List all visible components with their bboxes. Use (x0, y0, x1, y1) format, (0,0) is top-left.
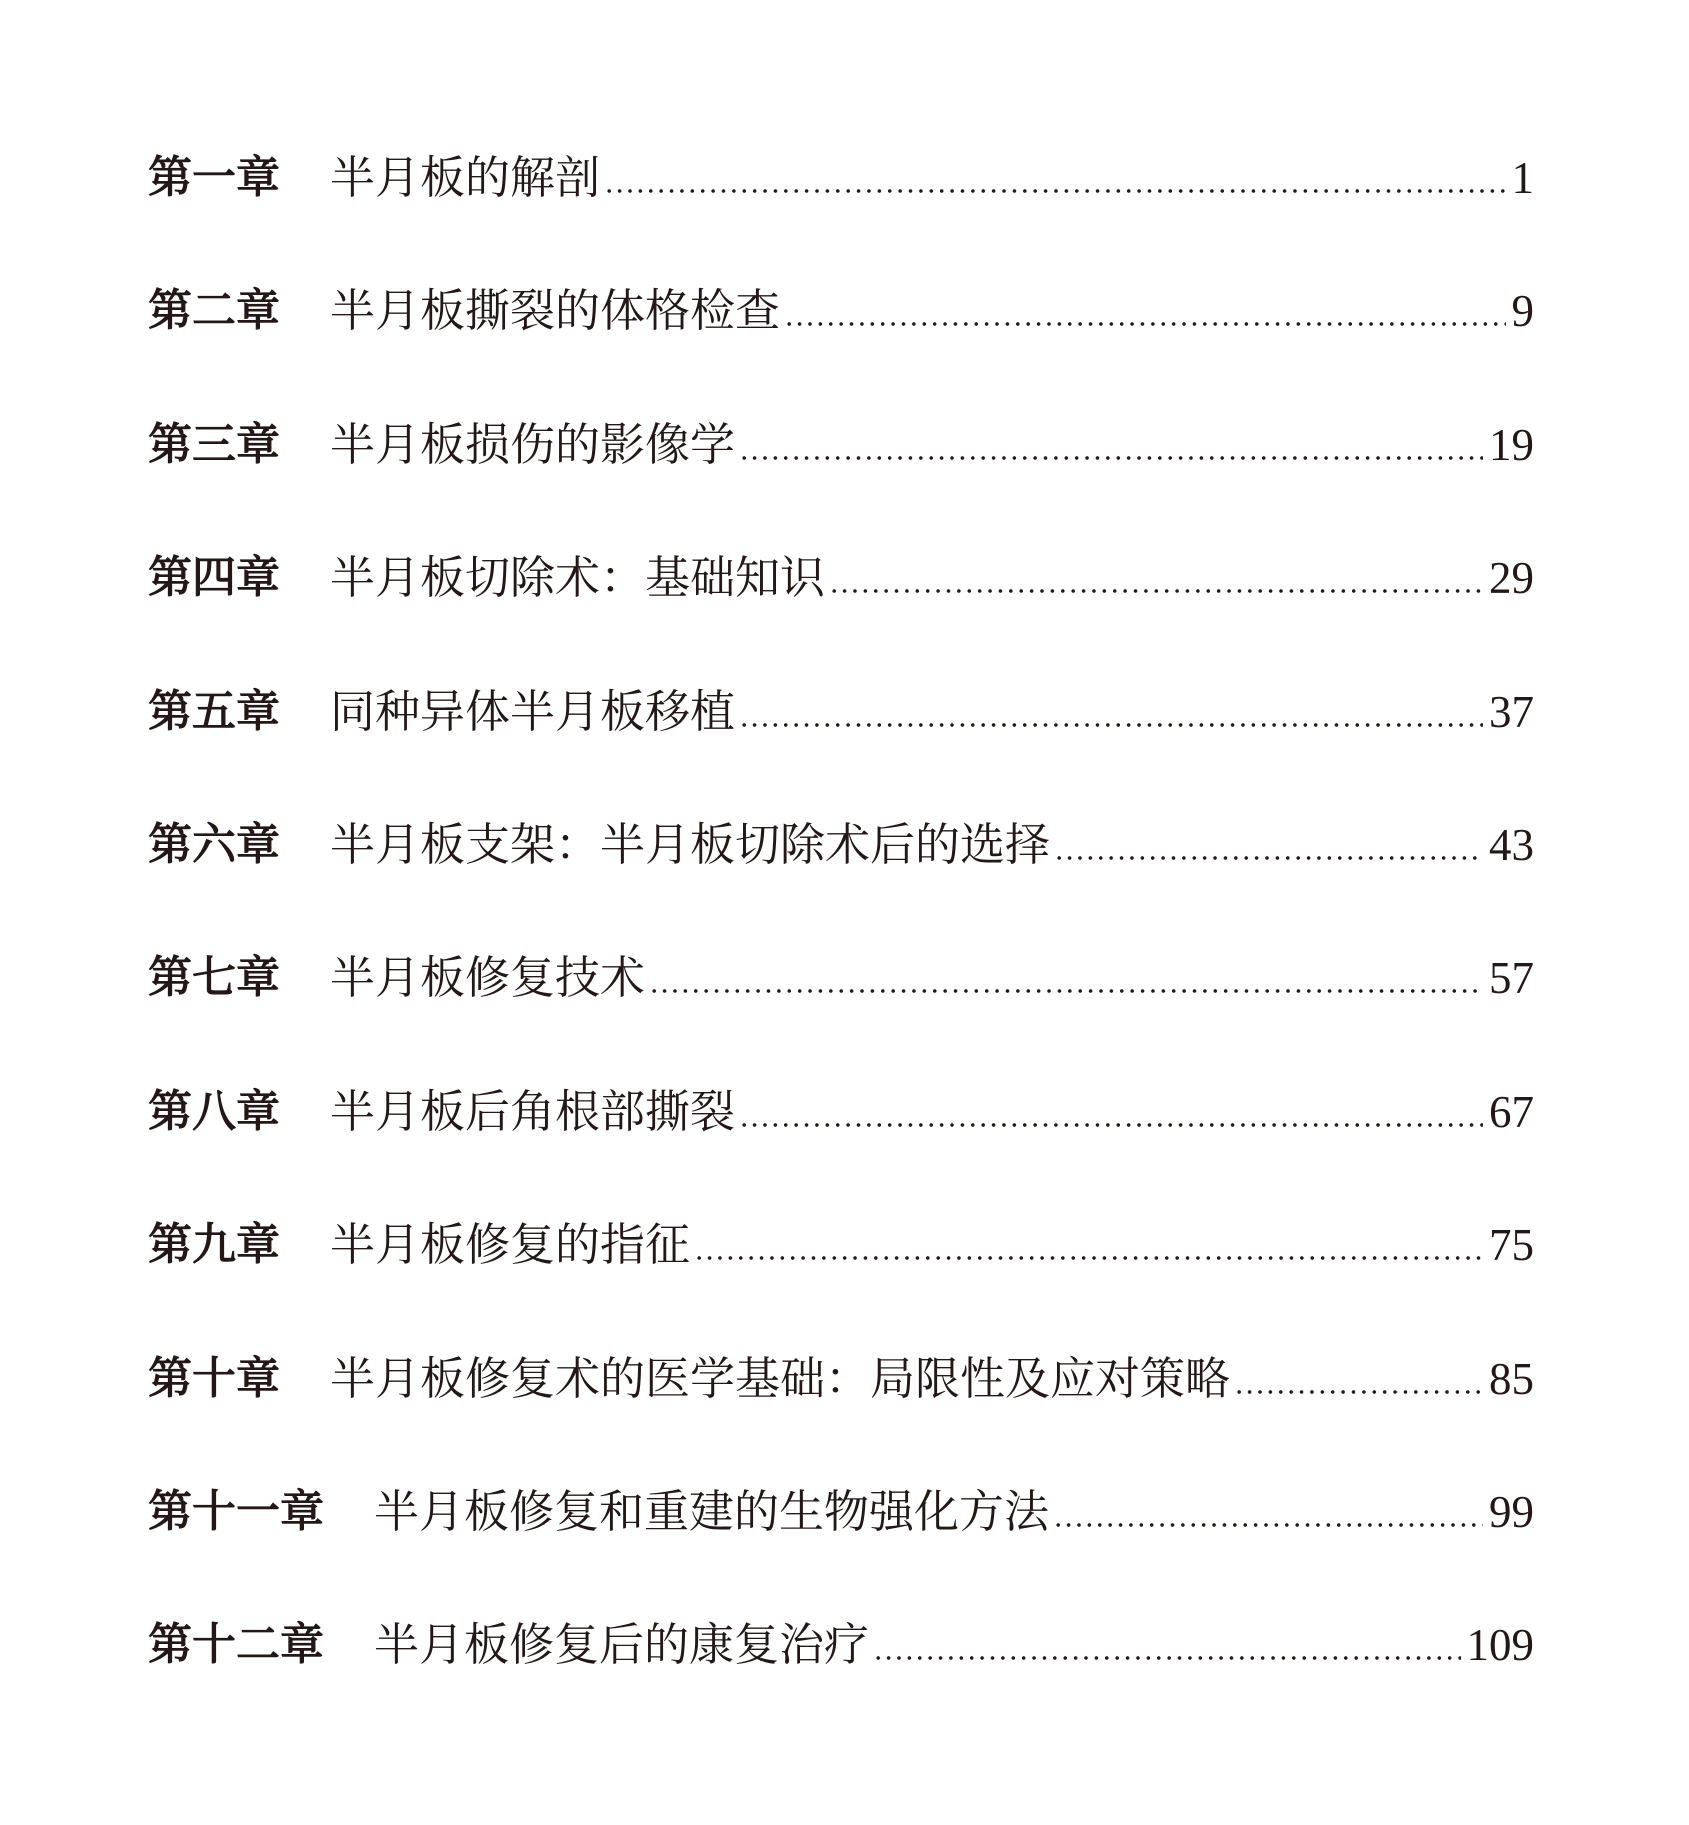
toc-entry-12[interactable] (148, 1615, 1534, 1748)
chapter-title: 半月板的解剖 (330, 151, 601, 204)
dot-leader (825, 548, 1489, 608)
chapter-title: 半月板修复后的康复治疗 (374, 1618, 870, 1672)
chapter-number: 第二章 (148, 285, 280, 337)
chapter-number: 第四章 (148, 552, 280, 604)
page-number: 75 (1489, 1220, 1534, 1271)
page-number: 9 (1511, 286, 1534, 337)
chapter-number: 第九章 (148, 1219, 280, 1271)
chapter-number: 第六章 (148, 818, 280, 870)
page-number: 109 (1466, 1620, 1534, 1671)
dot-leader (1050, 815, 1489, 875)
page-number: 99 (1489, 1486, 1534, 1537)
chapter-title: 半月板修复技术 (330, 951, 646, 1005)
chapter-title: 半月板修复和重建的生物强化方法 (374, 1484, 1050, 1538)
page-number: 37 (1489, 686, 1534, 737)
dot-leader (869, 1615, 1466, 1675)
dot-leader (735, 1082, 1489, 1142)
toc-entry-9[interactable] (148, 1215, 1534, 1348)
dot-leader (1049, 1482, 1489, 1542)
toc-entry-7[interactable] (148, 948, 1534, 1081)
chapter-title: 半月板撕裂的体格检查 (330, 284, 781, 338)
page-number: 85 (1489, 1353, 1534, 1404)
toc-entry-8[interactable] (148, 1082, 1534, 1215)
chapter-title: 半月板修复术的医学基础：局限性及应对策略 (330, 1351, 1231, 1405)
dot-leader (780, 281, 1511, 341)
chapter-title: 半月板后角根部撕裂 (330, 1084, 736, 1138)
dot-leader (735, 415, 1489, 475)
page-number: 57 (1489, 953, 1534, 1004)
toc-entry-5[interactable] (148, 682, 1534, 815)
dot-leader (645, 948, 1489, 1008)
toc-entry-6[interactable] (148, 815, 1534, 948)
table-of-contents (148, 148, 1534, 1749)
chapter-title: 半月板切除术：基础知识 (330, 551, 826, 605)
chapter-number: 第八章 (148, 1085, 280, 1137)
page-number: 19 (1489, 419, 1534, 470)
chapter-number: 第十二章 (148, 1619, 324, 1671)
dot-leader (690, 1215, 1489, 1275)
toc-entry-2[interactable] (148, 281, 1534, 414)
page-number: 29 (1489, 553, 1534, 604)
chapter-number: 第十一章 (148, 1485, 324, 1537)
chapter-title: 半月板损伤的影像学 (330, 417, 736, 471)
toc-entry-1[interactable] (148, 148, 1534, 281)
toc-entry-4[interactable] (148, 548, 1534, 681)
page-number: 43 (1489, 819, 1534, 870)
chapter-title: 半月板支架：半月板切除术后的选择 (330, 817, 1051, 871)
chapter-number: 第一章 (148, 152, 280, 203)
toc-entry-10[interactable] (148, 1349, 1534, 1482)
dot-leader (1230, 1349, 1489, 1409)
chapter-number: 第七章 (148, 952, 280, 1004)
chapter-title: 同种异体半月板移植 (330, 684, 736, 738)
toc-entry-3[interactable] (148, 415, 1534, 548)
chapter-number: 第五章 (148, 685, 280, 737)
dot-leader (600, 148, 1511, 208)
chapter-title: 半月板修复的指征 (330, 1218, 691, 1272)
page-number: 1 (1511, 153, 1534, 203)
dot-leader (735, 682, 1489, 742)
chapter-number: 第三章 (148, 418, 280, 470)
toc-entry-11[interactable] (148, 1482, 1534, 1615)
page-number: 67 (1489, 1086, 1534, 1137)
chapter-number: 第十章 (148, 1352, 280, 1404)
